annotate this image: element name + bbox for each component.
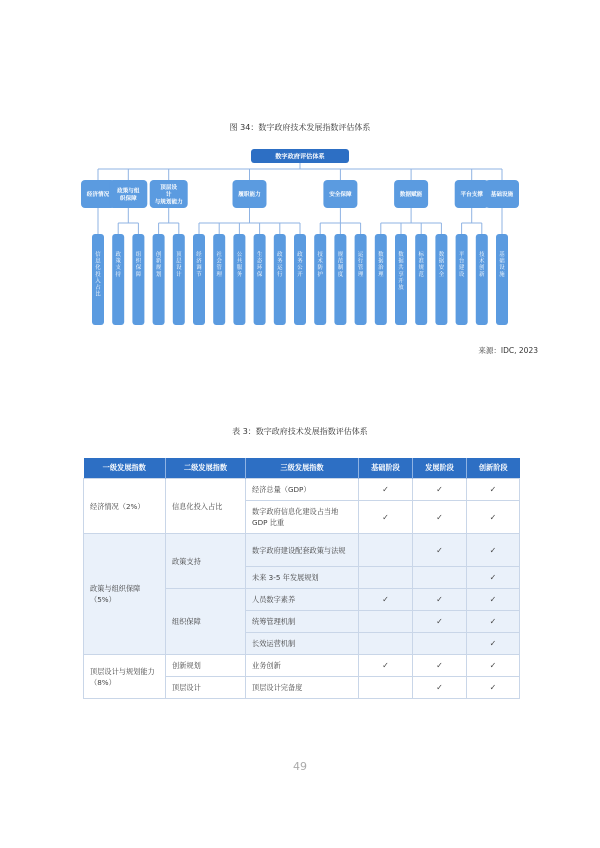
level3-leaf-label-char: 济 (196, 258, 202, 265)
check-mark: ✓ (359, 501, 413, 534)
level3-leaf-label-char: 范 (418, 271, 424, 278)
level3-leaf-label-char: 标 (418, 252, 424, 258)
level3-leaf-label-char: 生 (256, 252, 263, 258)
level3-leaf-label-char: 理 (378, 271, 384, 278)
level3-leaf-label-char: 施 (499, 271, 505, 278)
level3-leaf-label-char: 据 (398, 258, 404, 265)
level2-node-label: 织保障 (119, 195, 137, 202)
level3-leaf-label-char: 开 (398, 278, 404, 285)
level3-cell: 人员数字素养 (246, 589, 359, 611)
level3-leaf-node (375, 234, 387, 325)
level3-leaf-label-char: 会 (216, 258, 222, 265)
level3-cell: 未来 3-5 年发展规划 (246, 567, 359, 589)
root-node-label: 数字政府评估体系 (275, 153, 325, 161)
level3-leaf-label-char: 务 (297, 258, 303, 265)
level2-node-label: 数据赋能 (399, 192, 423, 199)
level3-leaf-label-char: 支 (115, 265, 121, 272)
evaluation-table (83, 458, 520, 699)
check-mark: ✓ (413, 655, 467, 677)
empty-cell (413, 567, 467, 589)
level3-leaf-label-char: 策 (115, 258, 121, 265)
level3-leaf-label-char: 护 (317, 271, 323, 278)
check-mark: ✓ (467, 479, 520, 501)
level2-node-label: 平台支撑 (460, 192, 483, 199)
level3-leaf-label-char: 数 (398, 252, 404, 258)
level3-leaf-label-char: 运 (277, 265, 283, 272)
level3-leaf-label-char: 术 (479, 258, 485, 265)
check-mark: ✓ (413, 611, 467, 633)
level2-cell: 组织保障 (166, 589, 246, 655)
level3-leaf-label-char: 划 (155, 271, 162, 278)
level3-leaf-node (314, 234, 326, 325)
level3-leaf-label-char: 设 (458, 271, 465, 278)
level3-leaf-label-char: 创 (155, 252, 162, 258)
level3-leaf-label-char: 治 (378, 265, 384, 272)
level3-leaf-label-char: 准 (418, 258, 424, 265)
level3-leaf-label-char: 公 (236, 252, 243, 258)
level3-leaf-label-char: 计 (176, 271, 182, 278)
level3-leaf-node (254, 234, 266, 325)
check-mark: ✓ (467, 677, 520, 699)
level3-leaf-label-char: 障 (135, 271, 142, 278)
level3-leaf-label-char: 范 (337, 258, 344, 265)
level1-cell: 政策与组织保障（5%） (84, 534, 166, 655)
figure-title: 图 34：数字政府技术发展指数评估体系 (229, 123, 371, 132)
check-mark: ✓ (467, 567, 520, 589)
level3-leaf-node (112, 234, 124, 325)
level3-leaf-label-char: 新 (155, 258, 162, 265)
check-mark: ✓ (413, 589, 467, 611)
level3-leaf-label-char: 经 (196, 252, 202, 258)
level3-leaf-label-char: 组 (135, 252, 142, 258)
level3-leaf-label-char: 行 (277, 271, 283, 278)
header-innovate-stage: 创新阶段 (467, 458, 520, 479)
table-header-row (84, 458, 520, 479)
level1-cell: 顶层设计与规划能力（8%） (84, 655, 166, 699)
check-mark: ✓ (413, 501, 467, 534)
level3-leaf-label-char: 公 (297, 265, 303, 272)
empty-cell (359, 611, 413, 633)
level3-leaf-label-char: 务 (277, 258, 283, 265)
level2-node-label: 计 (165, 192, 172, 199)
check-mark: ✓ (359, 479, 413, 501)
table-title: 表 3：数字政府技术发展指数评估体系 (232, 427, 368, 436)
level3-leaf-label-char: 台 (458, 258, 465, 265)
level3-leaf-node (415, 234, 427, 325)
level3-cell: 数字政府信息化建设占当地 GDP 比重 (246, 501, 359, 534)
check-mark: ✓ (359, 655, 413, 677)
level3-cell: 长效运营机制 (246, 633, 359, 655)
level3-leaf-label-char: 态 (256, 258, 263, 265)
level3-leaf-label-char: 技 (317, 252, 323, 258)
level3-leaf-label-char: 管 (216, 265, 222, 272)
level3-cell: 经济总量（GDP） (246, 479, 359, 501)
level2-node-label: 基础设施 (490, 192, 514, 199)
level3-leaf-node (334, 234, 346, 325)
header-level3: 三级发展指数 (246, 458, 359, 479)
figure-source: 来源：IDC, 2023 (478, 346, 538, 355)
level3-leaf-label-char: 共 (236, 258, 243, 265)
level3-leaf-label-char: 新 (479, 271, 485, 278)
level2-cell: 信息化投入占比 (166, 479, 246, 534)
level3-leaf-label-char: 制 (337, 265, 344, 272)
level3-leaf-label-char: 节 (196, 271, 202, 278)
level3-leaf-label-char: 全 (438, 271, 445, 278)
header-develop-stage: 发展阶段 (413, 458, 467, 479)
check-mark: ✓ (467, 611, 520, 633)
level3-leaf-label-char: 管 (357, 265, 364, 272)
level2-node-label: 政策与组 (117, 188, 140, 195)
empty-cell (359, 534, 413, 567)
table-row (84, 479, 520, 501)
level3-leaf-label-char: 共 (398, 265, 404, 272)
level3-cell: 数字政府建设配套政策与法规 (246, 534, 359, 567)
level3-leaf-node (456, 234, 468, 325)
level3-leaf-label-char: 调 (196, 265, 202, 272)
level2-cell: 政策支持 (166, 534, 246, 589)
level3-leaf-label-char: 规 (155, 265, 162, 272)
level3-leaf-node (274, 234, 286, 325)
level3-leaf-node (173, 234, 185, 325)
table-row (84, 534, 520, 567)
level3-leaf-label-char: 建 (458, 265, 465, 272)
level1-cell: 经济情况（2%） (84, 479, 166, 534)
check-mark: ✓ (467, 534, 520, 567)
check-mark: ✓ (467, 501, 520, 534)
level3-leaf-label-char: 设 (499, 265, 505, 272)
level3-leaf-label-char: 运 (357, 252, 364, 258)
level2-node-label: 与规划能力 (154, 199, 183, 206)
level3-leaf-node (132, 234, 144, 325)
level3-leaf-label-char: 规 (418, 265, 424, 272)
check-mark: ✓ (467, 655, 520, 677)
level3-leaf-label-char: 数 (378, 252, 384, 258)
level3-leaf-node (233, 234, 245, 325)
level3-leaf-label-char: 服 (236, 265, 243, 272)
level3-leaf-node (193, 234, 205, 325)
level3-leaf-node (294, 234, 306, 325)
header-level2: 二级发展指数 (166, 458, 246, 479)
level3-leaf-label-char: 比 (95, 291, 101, 298)
level3-leaf-label-char: 社 (216, 252, 222, 258)
level3-leaf-label-char: 保 (135, 265, 142, 272)
level3-leaf-node (213, 234, 225, 325)
empty-cell (359, 567, 413, 589)
empty-cell (359, 677, 413, 699)
level3-leaf-label-char: 度 (337, 271, 344, 278)
level3-leaf-node (496, 234, 508, 325)
table-row (84, 655, 520, 677)
level3-leaf-label-char: 理 (216, 271, 222, 278)
level2-node-label: 经济情况 (86, 192, 110, 199)
level3-leaf-label-char: 织 (135, 258, 142, 265)
level3-leaf-label-char: 础 (499, 258, 505, 265)
level3-leaf-label-char: 政 (297, 252, 303, 258)
level2-node-label: 顶层设 (160, 185, 178, 191)
level3-leaf-label-char: 政 (277, 252, 283, 258)
level3-leaf-label-char: 安 (438, 265, 445, 272)
level3-leaf-label-char: 技 (479, 252, 485, 258)
evaluation-tree-diagram (62, 145, 538, 330)
check-mark: ✓ (413, 479, 467, 501)
level3-leaf-label-char: 享 (398, 271, 404, 278)
check-mark: ✓ (467, 589, 520, 611)
level3-cell: 统筹管理机制 (246, 611, 359, 633)
level3-leaf-label-char: 据 (378, 258, 384, 265)
level3-leaf-label-char: 行 (357, 258, 364, 265)
header-level1: 一级发展指数 (84, 458, 166, 479)
level3-leaf-label-char: 占 (95, 285, 101, 291)
level2-cell: 顶层设计 (166, 677, 246, 699)
level3-leaf-label-char: 政 (115, 252, 121, 258)
level3-leaf-label-char: 创 (479, 265, 485, 272)
level3-leaf-label-char: 息 (95, 258, 101, 265)
level3-leaf-label-char: 据 (438, 258, 445, 265)
level3-leaf-label-char: 设 (176, 265, 182, 272)
level3-leaf-node (435, 234, 447, 325)
check-mark: ✓ (359, 589, 413, 611)
level3-leaf-label-char: 术 (317, 258, 323, 265)
level3-leaf-label-char: 入 (95, 278, 101, 285)
level3-cell: 顶层设计完备度 (246, 677, 359, 699)
level3-leaf-label-char: 数 (438, 252, 445, 258)
level3-leaf-node (476, 234, 488, 325)
level3-leaf-label-char: 防 (317, 265, 323, 272)
check-mark: ✓ (413, 677, 467, 699)
check-mark: ✓ (467, 633, 520, 655)
level3-cell: 业务创新 (246, 655, 359, 677)
level3-leaf-label-char: 基 (499, 252, 505, 258)
level3-leaf-label-char: 放 (398, 285, 404, 291)
level3-leaf-label-char: 保 (256, 271, 263, 278)
page-number: 49 (293, 760, 307, 773)
level3-leaf-label-char: 层 (176, 258, 182, 265)
level3-leaf-label-char: 开 (297, 271, 303, 278)
level3-leaf-node (355, 234, 367, 325)
level3-leaf-label-char: 环 (256, 265, 263, 272)
level3-leaf-label-char: 顶 (176, 252, 182, 258)
level3-leaf-label-char: 规 (337, 252, 344, 258)
level3-leaf-label-char: 投 (95, 271, 101, 278)
level3-leaf-label-char: 化 (95, 265, 101, 272)
level2-node-label: 安全保障 (329, 192, 352, 199)
check-mark: ✓ (413, 534, 467, 567)
level3-leaf-label-char: 持 (115, 271, 121, 278)
header-basic-stage: 基础阶段 (359, 458, 413, 479)
level2-node-label: 履职能力 (238, 192, 261, 199)
level3-leaf-label-char: 理 (357, 271, 364, 278)
level3-leaf-node (153, 234, 165, 325)
level2-cell: 创新规划 (166, 655, 246, 677)
empty-cell (413, 633, 467, 655)
level3-leaf-label-char: 务 (236, 271, 243, 278)
level3-leaf-label-char: 平 (458, 252, 465, 258)
empty-cell (359, 633, 413, 655)
level3-leaf-label-char: 信 (95, 252, 101, 258)
